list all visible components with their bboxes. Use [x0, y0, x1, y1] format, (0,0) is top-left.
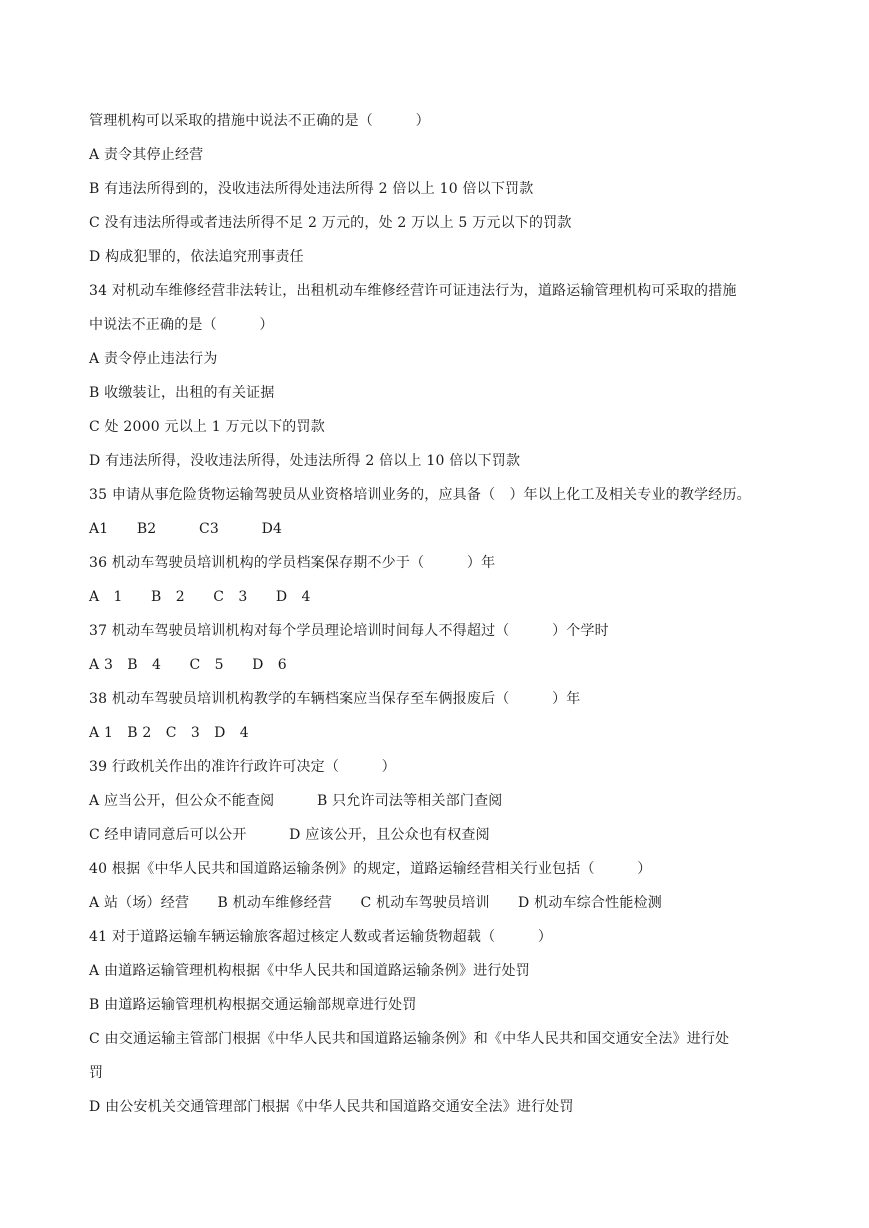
text-line: 40 根据《中华人民共和国道路运输条例》的规定，道路运输经营相关行业包括（ ）	[89, 861, 652, 877]
text-line: A 应当公开，但公众不能查阅 B 只允许司法等相关部门查阅	[89, 793, 503, 809]
text-line: 罚	[89, 1065, 104, 1081]
text-line: 34 对机动车维修经营非法转让，出租机动车维修经营许可证违法行为，道路运输管理机构可采取的措施	[89, 283, 737, 299]
text-line: D 有违法所得，没收违法所得，处违法所得 2 倍以上 10 倍以下罚款	[89, 453, 521, 469]
text-line: 管理机构可以采取的措施中说法不正确的是（ ）	[89, 113, 430, 129]
text-line: D 由公安机关交通管理部门根据《中华人民共和国道路交通安全法》进行处罚	[89, 1099, 574, 1115]
text-line: A 1 B 2 C 3 D 4	[89, 725, 249, 741]
text-line: A1 B2 C3 D4	[89, 521, 283, 537]
text-line: B 收缴装让，出租的有关证据	[89, 385, 275, 401]
text-line: A 责令其停止经营	[89, 147, 204, 163]
text-line: A 站（场）经营 B 机动车维修经营 C 机动车驾驶员培训 D 机动车综合性能检测	[89, 895, 662, 911]
text-line: 37 机动车驾驶员培训机构对每个学员理论培训时间每人不得超过（ ）个学时	[89, 623, 609, 639]
text-line: A 3 B 4 C 5 D 6	[89, 657, 287, 673]
text-line: A 由道路运输管理机构根据《中华人民共和国道路运输条例》进行处罚	[89, 963, 530, 979]
text-line: 35 申请从事危险货物运输驾驶员从业资格培训业务的，应具备（ ）年以上化工及相关专业的教学经历。	[89, 487, 751, 503]
text-line: 中说法不正确的是（ ）	[89, 317, 274, 333]
text-line: C 没有违法所得或者违法所得不足 2 万元的，处 2 万以上 5 万元以下的罚款	[89, 215, 572, 231]
text-line: A 1 B 2 C 3 D 4	[89, 589, 311, 605]
text-line: D 构成犯罪的，依法追究刑事责任	[89, 249, 304, 265]
text-line: 39 行政机关作出的准许行政许可决定（ ）	[89, 759, 396, 775]
text-line: 38 机动车驾驶员培训机构教学的车辆档案应当保存至车俩报废后（ ）年	[89, 691, 581, 707]
text-line: C 经申请同意后可以公开 D 应该公开，且公众也有权查阅	[89, 827, 490, 843]
text-line: B 有违法所得到的，没收违法所得处违法所得 2 倍以上 10 倍以下罚款	[89, 181, 534, 197]
text-line: 36 机动车驾驶员培训机构的学员档案保存期不少于（ ）年	[89, 555, 496, 571]
text-line: A 责令停止违法行为	[89, 351, 218, 367]
text-line: C 由交通运输主管部门根据《中华人民共和国道路运输条例》和《中华人民共和国交通安全法》进行处	[89, 1031, 730, 1047]
text-line: C 处 2000 元以上 1 万元以下的罚款	[89, 419, 325, 435]
text-line: B 由道路运输管理机构根据交通运输部规章进行处罚	[89, 997, 417, 1013]
text-line: 41 对于道路运输车辆运输旅客超过核定人数或者运输货物超载（ ）	[89, 929, 553, 945]
